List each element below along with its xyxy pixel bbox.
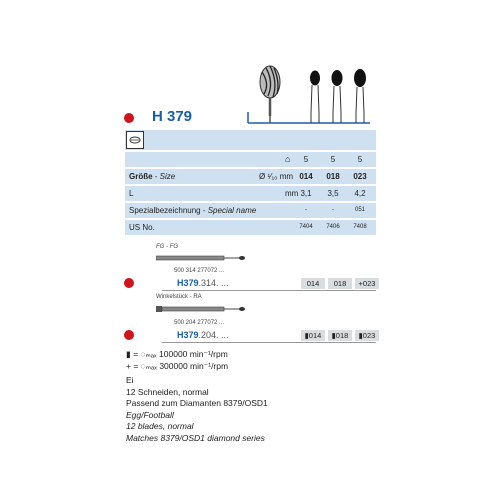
special-label-sep: -	[200, 206, 208, 215]
speed-line: + = ◌ₘₐₓ 300000 min⁻¹/rpm	[126, 360, 229, 371]
us-label: US No.	[129, 223, 155, 232]
fg-divider	[162, 290, 376, 291]
fg-code-ext: .314. ...	[198, 278, 229, 288]
special-name-row	[125, 203, 376, 218]
special-value: 051	[354, 207, 365, 213]
desc-en-line: Egg/Football	[126, 409, 174, 420]
spec-table	[125, 152, 376, 235]
pack-value: 5	[357, 155, 363, 164]
speed-marker-block-icon: ▮	[126, 349, 131, 359]
special-value: -	[305, 207, 307, 213]
size-label-en: Size	[159, 172, 176, 181]
egg-shape-icon	[126, 131, 144, 149]
fg-size-cells	[301, 278, 379, 289]
ra-size-cell: ▮018	[328, 330, 352, 341]
small-bur-icon-2	[332, 70, 343, 123]
small-bur-icon-3	[354, 69, 366, 123]
ra-size-cell: ▮023	[355, 330, 379, 341]
speed-marker-plus-icon: +	[126, 360, 131, 371]
product-code-title: H 379	[152, 108, 193, 125]
description-block	[126, 375, 268, 444]
us-value: 7408	[353, 224, 367, 230]
special-label-en: Special name	[207, 206, 257, 215]
fg-size-cell: +023	[355, 278, 379, 289]
speed-line: ▮ = ◌ₘₐₓ 100000 min⁻¹/rpm	[126, 349, 228, 359]
size-label-sep: -	[152, 172, 160, 181]
large-egg-bur-icon	[260, 66, 280, 123]
pack-icon: ⌂	[285, 154, 291, 164]
length-label: L	[129, 189, 134, 198]
pack-quantity-row	[125, 152, 376, 167]
ra-code-ext: .204. ...	[198, 330, 229, 340]
size-label-de: Größe	[129, 172, 153, 181]
length-value: 4,2	[354, 189, 366, 198]
ra-code-main: H379	[177, 330, 199, 340]
us-number-row	[125, 220, 376, 235]
size-row	[125, 169, 376, 184]
ra-red-dot	[124, 330, 134, 340]
special-value: -	[332, 207, 334, 213]
ra-type-label: Winkelstück - RA	[156, 294, 202, 300]
fg-ref-number: 500 314 277072 ...	[174, 268, 225, 274]
pack-value: 5	[330, 155, 336, 164]
special-label-de: Spezialbezeichnung	[129, 206, 201, 215]
size-unit: Ø ¹⁄₁₀ mm	[259, 172, 294, 181]
ra-size-cells	[301, 330, 379, 341]
fg-red-dot	[124, 278, 134, 288]
us-value: 7406	[326, 224, 340, 230]
size-value: 014	[299, 172, 313, 181]
size-value: 023	[353, 172, 367, 181]
ra-shank-icon	[156, 304, 246, 314]
small-bur-icon-1	[310, 71, 320, 124]
length-unit: mm	[285, 189, 299, 198]
speed-legend	[126, 349, 228, 372]
fg-code-main: H379	[177, 278, 199, 288]
ra-ref-number: 500 204 277072 ...	[174, 320, 225, 326]
shape-band	[125, 130, 376, 150]
us-value: 7404	[299, 224, 313, 230]
fg-shank-icon	[156, 254, 246, 262]
red-marker-dot	[124, 113, 134, 123]
length-row	[125, 186, 376, 201]
fg-size-cell: 018	[328, 278, 352, 289]
bur-illustration	[240, 60, 375, 130]
ra-size-cell: ▮014	[301, 330, 325, 341]
fg-type-label: FG - FG	[156, 244, 178, 250]
desc-de-line: 12 Schneiden, normal	[126, 386, 209, 397]
desc-en-line: Matches 8379/OSD1 diamond series	[126, 432, 265, 443]
desc-en-line: 12 blades, normal	[126, 421, 194, 431]
length-value: 3,1	[300, 189, 312, 198]
fg-size-cell: 014	[301, 278, 325, 289]
pack-value: 5	[303, 155, 309, 164]
length-value: 3,5	[327, 189, 339, 198]
ra-order-code	[177, 330, 229, 340]
size-value: 018	[326, 172, 340, 181]
desc-de-line: Ei	[126, 375, 134, 385]
fg-order-code	[177, 278, 229, 288]
ra-divider	[162, 342, 376, 343]
desc-de-line: Passend zum Diamanten 8379/OSD1	[126, 398, 268, 408]
